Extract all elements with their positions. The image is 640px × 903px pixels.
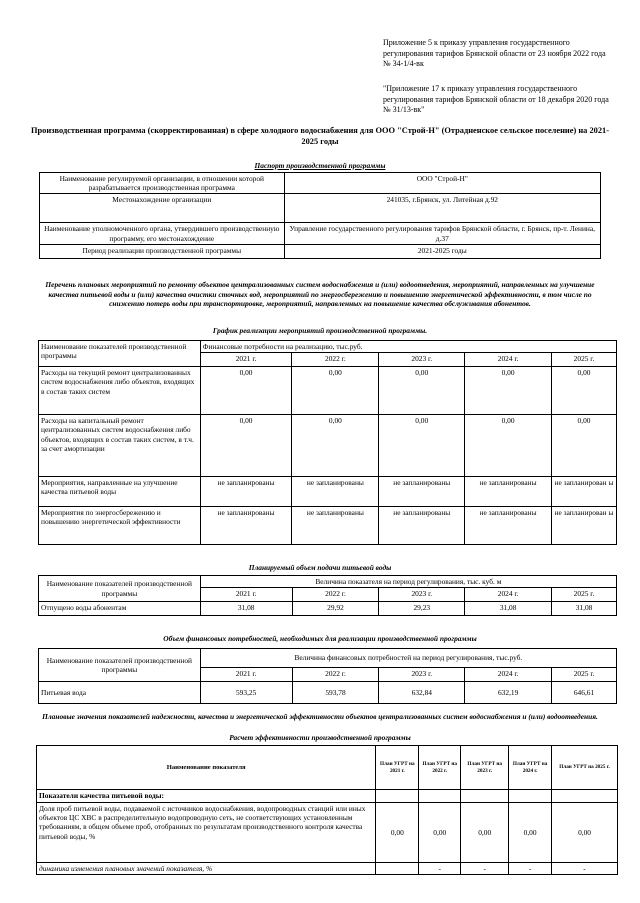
plan-header: План УГРТ на 2024 г. bbox=[509, 746, 552, 790]
table-cell: 31,08 bbox=[200, 602, 292, 616]
table-cell bbox=[461, 790, 509, 803]
table-cell: 593,25 bbox=[200, 682, 292, 704]
year-header: 2021 г. bbox=[200, 668, 292, 682]
passport-heading: Паспорт производственной программы bbox=[254, 161, 386, 170]
plan-header: План УГРТ на 2022 г. bbox=[419, 746, 461, 790]
table-cell: 29,92 bbox=[292, 602, 379, 616]
year-header: 2021 г. bbox=[200, 588, 292, 602]
passport-value: ООО "Строй-Н" bbox=[284, 173, 600, 194]
table-row bbox=[39, 576, 617, 588]
table-cell: не запланированы bbox=[465, 507, 552, 545]
year-header: 2022 г. bbox=[292, 588, 379, 602]
table-row bbox=[37, 803, 618, 863]
passport-label: Период реализации производственной программы bbox=[40, 245, 285, 259]
year-header: 2024 г. bbox=[465, 353, 552, 367]
column-group-header: Финансовые потребности на реализацию, тыс.руб. bbox=[200, 341, 616, 353]
column-header: Наименование показателей производственной программы bbox=[39, 649, 201, 682]
plan-header: План УГРТ на 2023 г. bbox=[461, 746, 509, 790]
table-cell: 646,61 bbox=[552, 682, 617, 704]
table-cell bbox=[376, 863, 419, 875]
plan-header: План УГРТ на 2025 г. bbox=[552, 746, 618, 790]
plan-header: План УГРТ на 2021 г. bbox=[376, 746, 419, 790]
table-cell: 0,00 bbox=[379, 367, 465, 415]
table-cell: - bbox=[509, 863, 552, 875]
table-cell: 0,00 bbox=[200, 367, 292, 415]
year-header: 2023 г. bbox=[379, 353, 465, 367]
measures-heading: Перечень плановых мероприятий по ремонту объектов централизованных систем водоснабжения и (или) водоотведения, мероприятий, направленных на улучшение качества питьевой воды и (или) качества очистки сточных вод, мероприятий по энергосбережению и повышению энергетической эффективности, в том числе по снижению потерь воды при транспортировке, мероприятий, направленных на повышение качества обслуживания абонентов. bbox=[45, 280, 595, 309]
document-title: Производственная программа (скорректированная) в сфере холодного водоснабжения для ООО "Строй-Н" (Отрадненское сельское поселение) на 2021-2025 годы bbox=[31, 126, 609, 146]
table-cell: 0,00 bbox=[552, 803, 618, 863]
table-cell bbox=[419, 790, 461, 803]
year-header: 2022 г. bbox=[292, 353, 379, 367]
year-header: 2022 г. bbox=[292, 668, 379, 682]
passport-label: Наименование регулируемой организации, в отношении которой разрабатывается производственная программа bbox=[40, 173, 285, 194]
table-cell: 0,00 bbox=[509, 803, 552, 863]
efficiency-subheading: Расчет эффективности производственной программы bbox=[229, 733, 411, 742]
table-cell: 0,00 bbox=[292, 367, 379, 415]
table-cell: 31,08 bbox=[465, 602, 552, 616]
group-label: Показатели качества питьевой воды: bbox=[37, 790, 376, 803]
table-cell bbox=[376, 790, 419, 803]
passport-label: Местонахождение организации bbox=[40, 194, 285, 223]
row-label: Питьевая вода bbox=[39, 682, 201, 704]
year-header: 2021 г. bbox=[200, 353, 292, 367]
table-cell: 0,00 bbox=[292, 415, 379, 477]
table-row bbox=[40, 194, 601, 223]
table-cell: 0,00 bbox=[465, 367, 552, 415]
table-cell: не запланированы bbox=[200, 477, 292, 507]
year-header: 2024 г. bbox=[465, 588, 552, 602]
row-label: динамика изменения плановых значений показателя, % bbox=[37, 863, 376, 875]
year-header: 2023 г. bbox=[379, 668, 465, 682]
efficiency-table bbox=[36, 745, 618, 875]
table-cell: не запланированы bbox=[292, 507, 379, 545]
table-cell: не запланированы bbox=[200, 507, 292, 545]
table-cell: 0,00 bbox=[461, 803, 509, 863]
table-row bbox=[39, 682, 617, 704]
table-cell: 593,78 bbox=[292, 682, 379, 704]
table-row bbox=[40, 223, 601, 245]
row-label: Доля проб питьевой воды, подаваемой с источников водоснабжения, водопроводных станций или иных объектов ЦС ХВС в распределительную водопроводную сеть, не соответствующих установленным требованиям, в общем объеме проб, отобранных по результатам производственного контроля качества питьевой воды, % bbox=[37, 803, 376, 863]
table-row bbox=[39, 649, 617, 668]
table-cell: не запланирован ы bbox=[552, 507, 617, 545]
table-row bbox=[39, 341, 617, 353]
table-row bbox=[39, 477, 617, 507]
efficiency-heading: Плановые значения показателей надежности, качества и энергетической эффективности объектов централизованных систем водоснабжения и (или) водоотведения. bbox=[42, 712, 598, 721]
passport-value: Управление государственного регулирования тарифов Брянской области, г. Брянск, пр-т. Ленина, д.37 bbox=[284, 223, 600, 245]
table-row bbox=[40, 173, 601, 194]
supply-heading: Планируемый объем подачи питьевой воды bbox=[248, 563, 392, 572]
table-cell: - bbox=[552, 863, 618, 875]
table-cell: 0,00 bbox=[465, 415, 552, 477]
table-row bbox=[37, 790, 618, 803]
table-cell: 0,00 bbox=[552, 367, 617, 415]
measures-table bbox=[38, 340, 617, 545]
finance-heading: Объем финансовых потребностей, необходимых для реализации производственной программы bbox=[163, 634, 477, 643]
passport-label: Наименование уполномоченного органа, утвердившего производственную программу, его местонахождение bbox=[40, 223, 285, 245]
year-header: 2025 г. bbox=[552, 668, 617, 682]
table-cell: не запланирован ы bbox=[552, 477, 617, 507]
appendix-note-2: "Приложение 17 к приказу управления государственного регулирования тарифов Брянской области от 18 декабря 2020 года № 31/13-вк" bbox=[383, 84, 609, 114]
table-cell bbox=[552, 790, 618, 803]
column-header: Наименование показателя bbox=[37, 746, 376, 790]
column-header: Наименование показателей производственной программы bbox=[39, 576, 201, 602]
table-cell: 0,00 bbox=[200, 415, 292, 477]
table-cell: - bbox=[419, 863, 461, 875]
table-row bbox=[39, 415, 617, 477]
table-cell: 31,08 bbox=[552, 602, 617, 616]
measures-subheading: График реализации мероприятий производственной программы. bbox=[212, 326, 428, 335]
table-cell: 0,00 bbox=[419, 803, 461, 863]
table-row bbox=[39, 367, 617, 415]
year-header: 2025 г. bbox=[552, 353, 617, 367]
column-header: Наименование показателей производственной программы bbox=[39, 341, 201, 367]
table-cell bbox=[509, 790, 552, 803]
column-group-header: Величина финансовых потребностей на период регулирования, тыс.руб. bbox=[200, 649, 616, 668]
passport-table bbox=[39, 172, 601, 259]
passport-value: 241035, г.Брянск, ул. Литейная д.92 bbox=[284, 194, 600, 223]
table-cell: не запланированы bbox=[465, 477, 552, 507]
table-cell: 29,23 bbox=[379, 602, 465, 616]
row-label: Мероприятия, направленные на улучшение качества питьевой воды bbox=[39, 477, 201, 507]
table-row bbox=[39, 507, 617, 545]
year-header: 2025 г. bbox=[552, 588, 617, 602]
table-cell: 0,00 bbox=[376, 803, 419, 863]
column-group-header: Величина показателя на период регулирования, тыс. куб. м bbox=[200, 576, 616, 588]
year-header: 2024 г. bbox=[465, 668, 552, 682]
table-cell: не запланированы bbox=[379, 477, 465, 507]
table-cell: 0,00 bbox=[379, 415, 465, 477]
table-cell: не запланированы bbox=[379, 507, 465, 545]
row-label: Отпущено воды абонентам bbox=[39, 602, 201, 616]
row-label: Мероприятия по энергосбережению и повышению энергетической эффективности bbox=[39, 507, 201, 545]
appendix-note-1: Приложение 5 к приказу управления государственного регулирования тарифов Брянской области от 23 ноября 2022 года № 34-1/4-вк bbox=[383, 38, 606, 68]
row-label: Расходы на капитальный ремонт централизованных систем водоснабжения либо объектов, входящих в состав таких систем, в т.ч. за счет амортизации bbox=[39, 415, 201, 477]
table-cell: - bbox=[461, 863, 509, 875]
table-row bbox=[39, 602, 617, 616]
table-row bbox=[40, 245, 601, 259]
table-cell: 0,00 bbox=[552, 415, 617, 477]
table-cell: не запланированы bbox=[292, 477, 379, 507]
supply-table bbox=[38, 575, 617, 616]
row-label: Расходы на текущий ремонт централизованных систем водоснабжения либо объектов, входящих в состав таких систем bbox=[39, 367, 201, 415]
year-header: 2023 г. bbox=[379, 588, 465, 602]
finance-table bbox=[38, 648, 617, 704]
table-row bbox=[37, 746, 618, 790]
table-row bbox=[37, 863, 618, 875]
passport-value: 2021-2025 годы bbox=[284, 245, 600, 259]
table-cell: 632,19 bbox=[465, 682, 552, 704]
table-cell: 632,84 bbox=[379, 682, 465, 704]
